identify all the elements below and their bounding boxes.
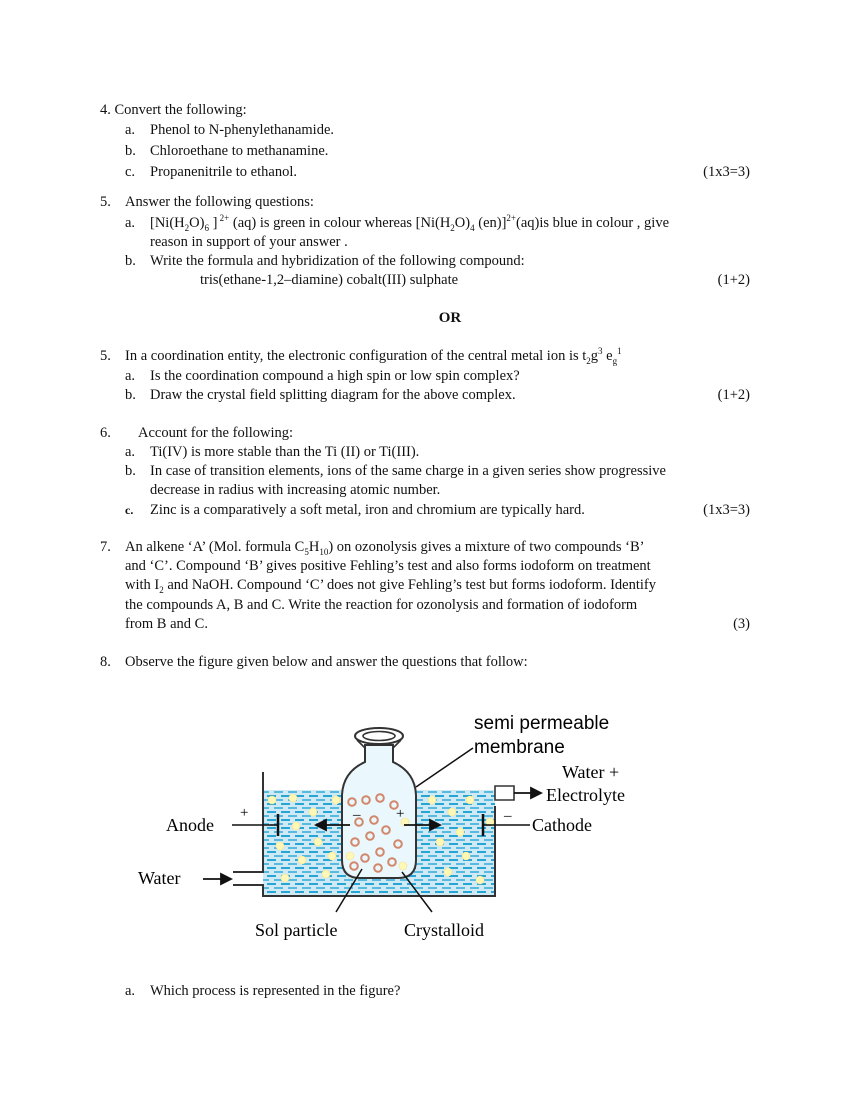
cathode-minus-sign: – [504, 808, 512, 824]
q4-heading: 4. Convert the following: [100, 102, 247, 118]
outlet-pipe [495, 786, 514, 800]
q5alt-heading: In a coordination entity, the electronic configuration of the central metal ion is $t_2g^3$ $e_g^1$ [125, 346, 622, 366]
q5alt-a-letter: a. [125, 368, 136, 384]
q6-b-letter: b. [125, 463, 136, 479]
q5alt-marks: (1+2) [717, 387, 750, 403]
q8-a-text: Which process is represented in the figure? [150, 983, 401, 999]
q6-c-text: Zinc is a comparatively a soft metal, iron and chromium are typically hard. [150, 502, 585, 518]
q7-marks: (3) [733, 616, 750, 632]
q6-c-letter: c. [125, 503, 134, 517]
outlet-label-line1: Water + [562, 762, 620, 782]
cathode-label: Cathode [532, 815, 592, 835]
outlet-label-line2: Electrolyte [546, 785, 625, 805]
q6-a-letter: a. [125, 444, 136, 460]
bottle-minus-sign: – [353, 807, 361, 823]
q6-a-text: Ti(IV) is more stable than the Ti (II) or Ti(III). [150, 444, 420, 460]
q5-a-line1: [$Ni(H_2O)_6$ ] $^{2+}$ (aq) is green in colour whereas [$Ni(H_2O)_4$ (en)]$^{2+}$(aq)is blue in colour , give [150, 213, 669, 233]
q7-line5: from B and C. [125, 616, 208, 632]
q5-b-line1: Write the formula and hybridization of the following compound: [150, 253, 525, 269]
water-inlet-arrow [203, 874, 231, 884]
anode-plus-sign: + [240, 805, 249, 821]
q5-b-line2: tris(ethane-1,2–diamine) cobalt(III) sulphate [200, 272, 459, 288]
q7-line1: An alkene ‘A’ (Mol. formula $C_5H_{10}$) on ozonolysis gives a mixture of two compounds ‘B’ [125, 539, 645, 557]
membrane-label-line2: membrane [474, 737, 565, 758]
q6-b-line1: In case of transition elements, ions of the same charge in a given series show progressive [150, 463, 666, 479]
q4-c-letter: c. [125, 164, 136, 180]
q8-number: 8. [100, 654, 111, 670]
q7-number: 7. [100, 539, 111, 555]
or-separator: OR [438, 310, 462, 326]
q7-line4: the compounds A, B and C. Write the reaction for ozonolysis and formation of iodoform [125, 597, 638, 613]
q4-marks: (1x3=3) [703, 164, 750, 180]
q8-a-letter: a. [125, 983, 136, 999]
q5alt-b-text: Draw the crystal field splitting diagram for the above complex. [150, 387, 516, 403]
q4-b-text: Chloroethane to methanamine. [150, 143, 329, 159]
bottle-plus-sign: + [396, 806, 405, 822]
q5-heading: Answer the following questions: [125, 194, 314, 210]
q6-number: 6. [100, 425, 111, 441]
q5-marks: (1+2) [717, 272, 750, 288]
membrane-leader-line [416, 748, 473, 787]
q5alt-b-letter: b. [125, 387, 136, 403]
q4-a-letter: a. [125, 122, 136, 138]
outlet-arrow [514, 788, 541, 798]
sol-particle-label: Sol particle [255, 920, 338, 940]
q6-b-line2: decrease in radius with increasing atomic number. [150, 482, 441, 498]
q5alt-number: 5. [100, 348, 111, 364]
q5-a-line2: reason in support of your answer . [150, 234, 348, 250]
q5alt-a-text: Is the coordination compound a high spin or low spin complex? [150, 368, 520, 384]
water-label: Water [138, 868, 181, 888]
membrane-label-line1: semi permeable [474, 713, 610, 734]
q6-heading: Account for the following: [138, 425, 294, 441]
q5-a-letter: a. [125, 215, 136, 231]
q4-a-text: Phenol to N-phenylethanamide. [150, 122, 335, 138]
q4-c-text: Propanenitrile to ethanol. [150, 164, 297, 180]
anode-label: Anode [166, 815, 214, 835]
q5-b-letter: b. [125, 253, 136, 269]
q4-b-letter: b. [125, 143, 136, 159]
q5-number: 5. [100, 194, 111, 210]
q7-line2: and ‘C’. Compound ‘B’ gives positive Fehling’s test and also forms iodoform on treatment [125, 558, 651, 574]
q6-marks: (1x3=3) [703, 502, 750, 518]
crystalloid-label: Crystalloid [404, 920, 484, 940]
q7-line3: with $I_2$ and NaOH. Compound ‘C’ does not give Fehling’s test but forms iodoform. Identify [125, 577, 657, 595]
q8-heading: Observe the figure given below and answer the questions that follow: [125, 654, 528, 670]
